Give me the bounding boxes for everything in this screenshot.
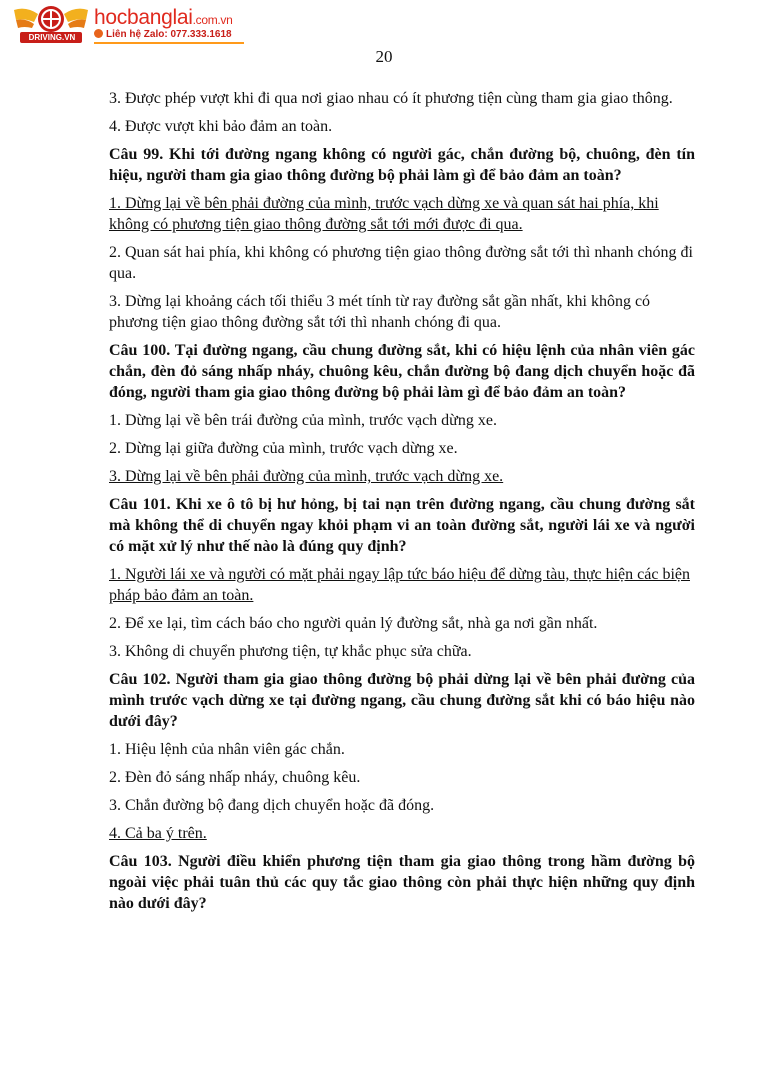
answer-option: 3. Dừng lại khoảng cách tối thiểu 3 mét tính từ ray đường sắt gần nhất, khi không có phương tiện giao thông đường sắt tới thì nhanh chóng đi qua. — [109, 293, 651, 331]
answer-option: 2. Dừng lại giữa đường của mình, trước vạch dừng xe. — [109, 440, 458, 457]
correct-answer: 1. Người lái xe và người có mặt phải ngay lập tức báo hiệu để dừng tàu, thực hiện các biện pháp bảo đảm an toàn. — [109, 566, 690, 604]
site-header — [12, 2, 312, 46]
question-text: Câu 99. Khi tới đường ngang không có người gác, chắn đường bộ, chuông, đèn tín hiệu, người tham gia giao thông đường bộ phải làm gì để bảo đảm an toàn? — [109, 146, 695, 184]
header-underline — [94, 42, 244, 44]
answer-option: 3. Không di chuyển phương tiện, tự khắc phục sửa chữa. — [109, 643, 472, 660]
brand-name — [94, 6, 233, 30]
correct-answer: 4. Cả ba ý trên. — [109, 825, 207, 842]
answer-option: 2. Quan sát hai phía, khi không có phương tiện giao thông đường sắt tới thì nhanh chóng đi qua. — [109, 244, 693, 282]
correct-answer: 1. Dừng lại về bên phải đường của mình, trước vạch dừng xe và quan sát hai phía, khi không có phương tiện giao thông đường sắt tới mới được đi qua. — [109, 195, 659, 233]
phone-icon — [94, 29, 103, 38]
question-text: Câu 101. Khi xe ô tô bị hư hỏng, bị tai nạn trên đường ngang, cầu chung đường sắt mà không thể di chuyển ngay khỏi phạm vi an toàn đường sắt, người lái xe và người có mặt xử lý như thế nào là đúng quy định? — [109, 496, 695, 555]
question-text: Câu 103. Người điều khiển phương tiện tham gia giao thông trong hầm đường bộ ngoài việc phải tuân thủ các quy tắc giao thông còn phải thực hiện những quy định nào dưới đây? — [109, 853, 695, 912]
question-text: Câu 100. Tại đường ngang, cầu chung đường sắt, khi có hiệu lệnh của nhân viên gác chắn, đèn đỏ sáng nhấp nháy, chuông kêu, chắn đường bộ đang dịch chuyển hoặc đã đóng, người tham gia giao thông đường bộ phải làm gì để bảo đảm an toàn? — [109, 342, 695, 401]
answer-option: 3. Chắn đường bộ đang dịch chuyển hoặc đã đóng. — [109, 797, 435, 814]
brand-main: hocbanglai — [94, 6, 193, 29]
contact-info — [94, 29, 232, 40]
document-body — [109, 88, 695, 921]
answer-option: 3. Được phép vượt khi đi qua nơi giao nhau có ít phương tiện cùng tham gia giao thông. — [109, 90, 673, 107]
brand-suffix: .com.vn — [192, 13, 233, 27]
answer-option: 1. Hiệu lệnh của nhân viên gác chắn. — [109, 741, 345, 758]
correct-answer: 3. Dừng lại về bên phải đường của mình, trước vạch dừng xe. — [109, 468, 504, 485]
question-text: Câu 102. Người tham gia giao thông đường bộ phải dừng lại về bên phải đường của mình trước vạch dừng xe tại đường ngang, cầu chung đường sắt khi có báo hiệu nào dưới đây? — [109, 671, 695, 730]
logo-text: DRIVING.VN — [28, 33, 76, 42]
answer-option: 1. Dừng lại về bên trái đường của mình, trước vạch dừng xe. — [109, 412, 497, 429]
page-number: 20 — [375, 47, 393, 66]
answer-option: 2. Đèn đỏ sáng nhấp nháy, chuông kêu. — [109, 769, 361, 786]
answer-option: 2. Để xe lại, tìm cách báo cho người quản lý đường sắt, nhà ga nơi gần nhất. — [109, 615, 598, 632]
answer-option: 4. Được vượt khi bảo đảm an toàn. — [109, 118, 333, 135]
contact-text: Liên hệ Zalo: 077.333.1618 — [106, 29, 232, 40]
